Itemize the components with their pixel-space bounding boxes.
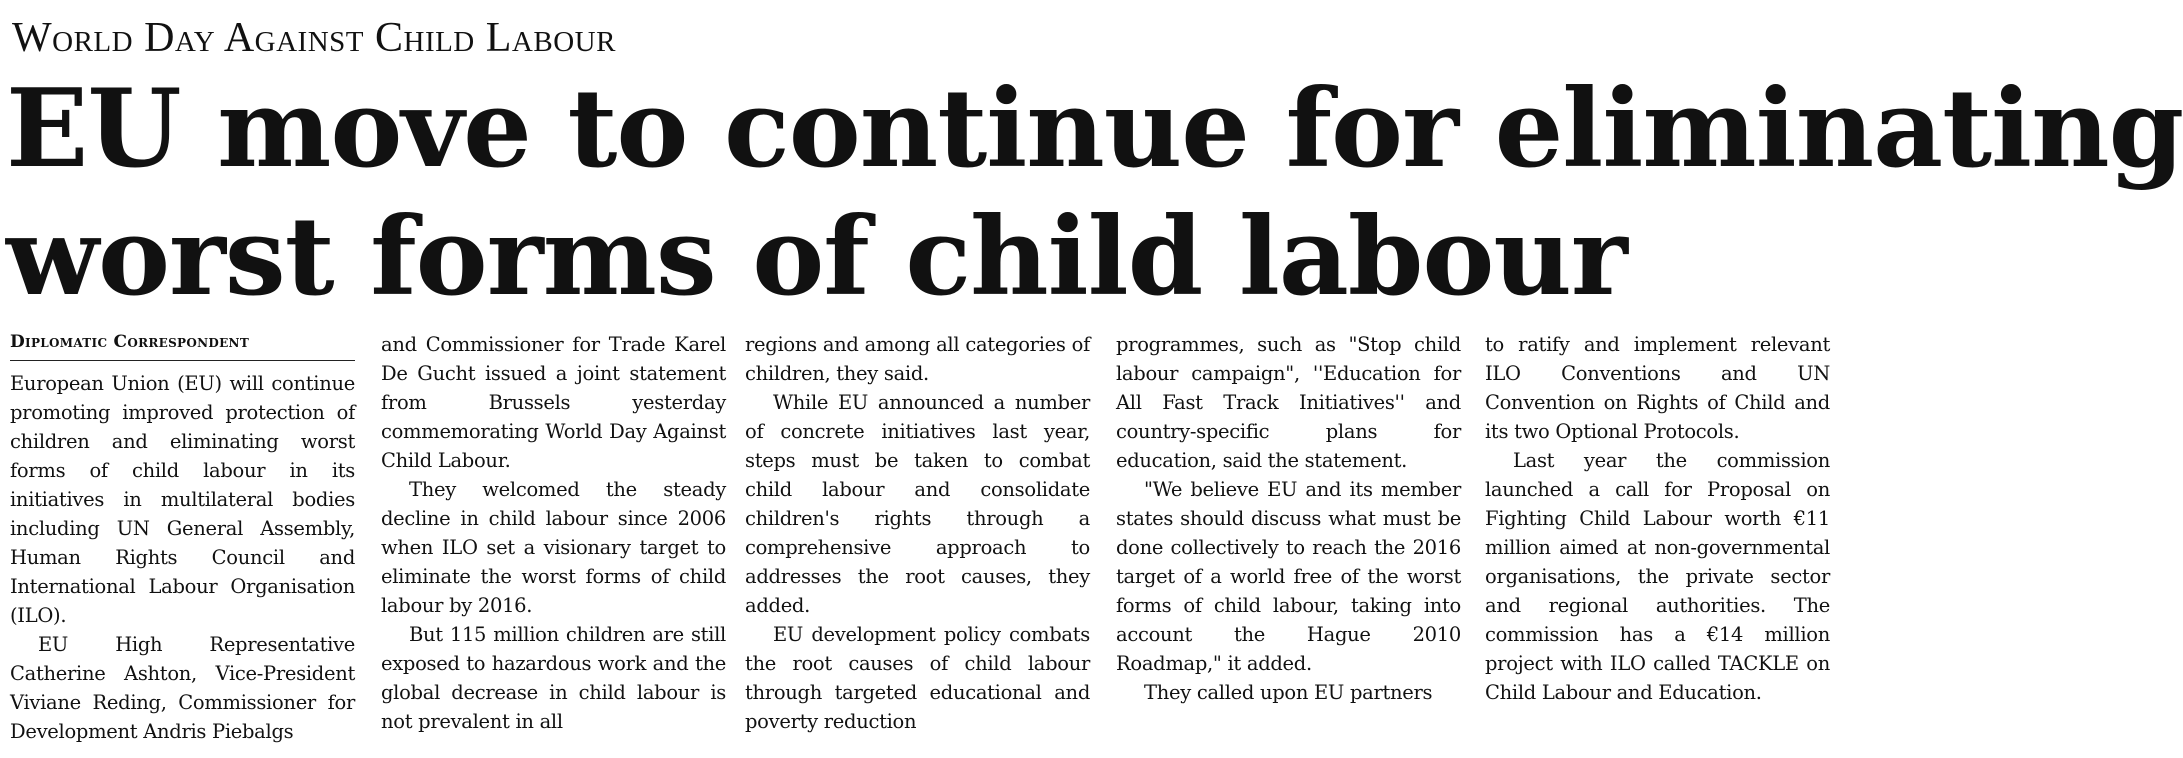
article-column-1	[10, 330, 355, 746]
article-column-3	[745, 330, 1090, 736]
paragraph: regions and among all categories of children, they said.	[745, 333, 1090, 385]
section-kicker: World Day Against Child Labour	[12, 15, 616, 61]
paragraph: European Union (EU) will continue promoting improved protection of children and eliminating worst forms of child labour in its initiatives in multilateral bodies including UN General Assembly, Human Rights Council and International Labour Organisation (ILO).	[10, 372, 355, 627]
paragraph: EU development policy combats the root causes of child labour through targeted educational and poverty reduction	[745, 623, 1090, 733]
paragraph: Last year the commission launched a call for Proposal on Fighting Child Labour worth €11 million aimed at non-governmental organisations, the private sector and regional authorities. The commission has a €14 million project with ILO called TACKLE on Child Labour and Education.	[1485, 449, 1830, 704]
headline-line-2: worst forms of child labour	[6, 194, 1627, 320]
paragraph: programmes, such as "Stop child labour campaign", ''Education for All Fast Track Initiatives'' and country-specific plans for education, said the statement.	[1116, 333, 1461, 472]
article-column-5	[1485, 330, 1830, 707]
paragraph: While EU announced a number of concrete initiatives last year, steps must be taken to combat child labour and consolidate children's rights through a comprehensive approach to addresses the root causes, they added.	[745, 391, 1090, 617]
byline: Diplomatic Correspondent	[10, 330, 355, 361]
headline-line-1: EU move to continue for eliminating	[6, 66, 2183, 192]
paragraph: They called upon EU partners	[1144, 681, 1433, 704]
paragraph: EU High Representative Catherine Ashton, Vice-President Viviane Reding, Commissioner for Development Andris Piebalgs	[10, 633, 355, 743]
article-column-2	[381, 330, 726, 736]
article-body	[10, 330, 1830, 750]
paragraph: They welcomed the steady decline in child labour since 2006 when ILO set a visionary target to eliminate the worst forms of child labour by 2016.	[381, 478, 726, 617]
paragraph: But 115 million children are still exposed to hazardous work and the global decrease in child labour is not prevalent in all	[381, 623, 726, 733]
paragraph: to ratify and implement relevant ILO Conventions and UN Convention on Rights of Child and its two Optional Protocols.	[1485, 333, 1830, 443]
paragraph: and Commissioner for Trade Karel De Gucht issued a joint statement from Brussels yesterday commemorating World Day Against Child Labour.	[381, 333, 726, 472]
paragraph: "We believe EU and its member states should discuss what must be done collectively to reach the 2016 target of a world free of the worst forms of child labour, taking into account the Hague 2010 Roadmap," it added.	[1116, 478, 1461, 675]
article-column-4	[1116, 330, 1461, 707]
